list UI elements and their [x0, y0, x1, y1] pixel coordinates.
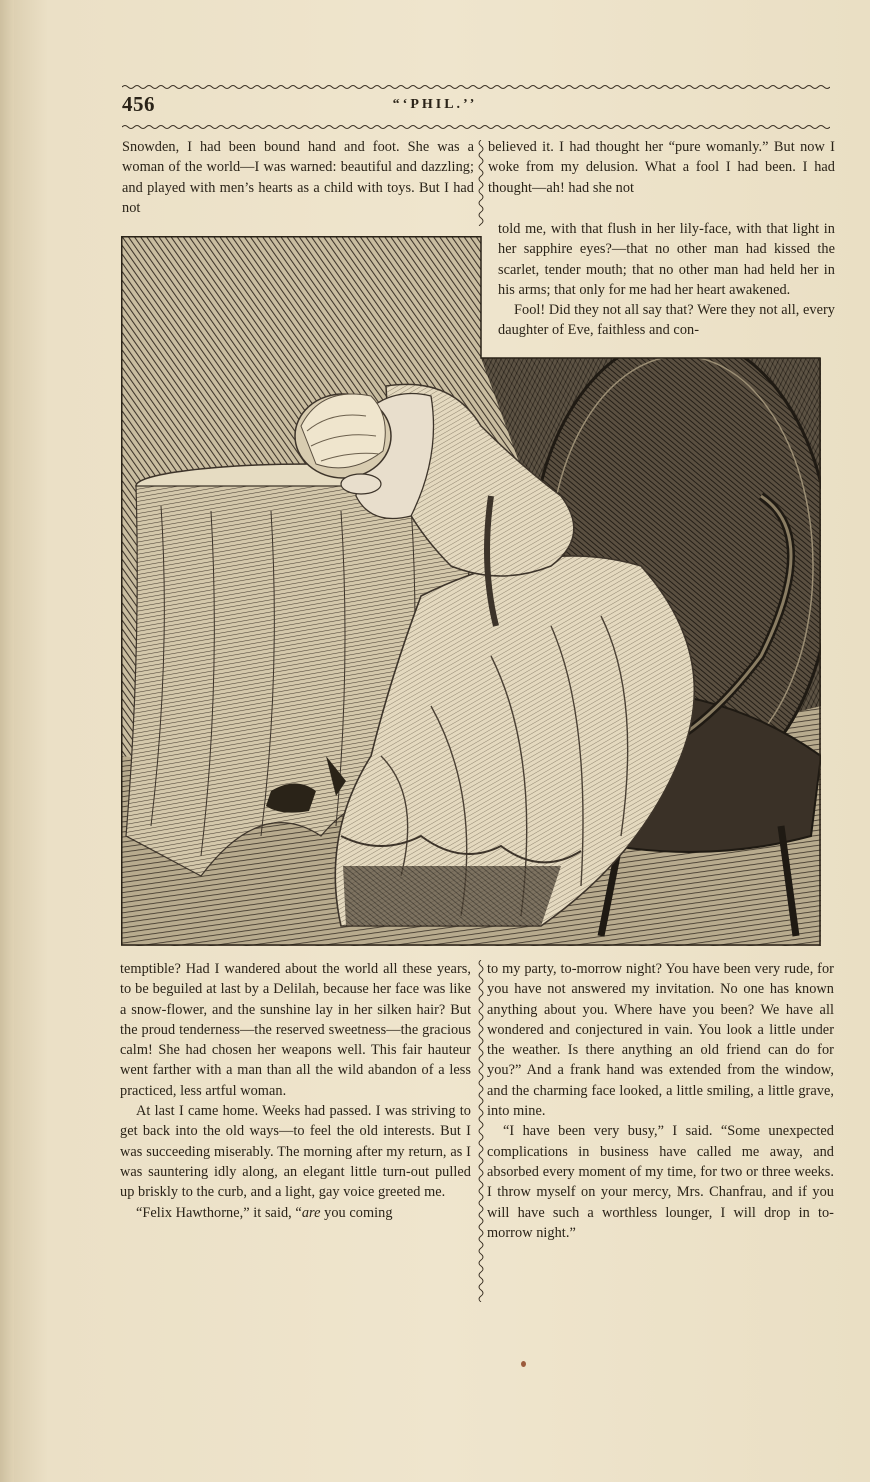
- paragraph-text: you coming: [320, 1204, 393, 1221]
- text-column-bottom-right: [487, 959, 834, 1243]
- paragraph: told me, with that flush in her lily-face, with that light in her sapphire eyes?—that no other man had kissed the scarlet, tender mouth; that no other man had held her in his arms; that only for me had her heart awakened.: [498, 221, 835, 298]
- paragraph: Snowden, I had been bound hand and foot. She was a woman of the world—I was warned: beautiful and dazzling; and played with men’s hearts as a child with toys. But I had not: [122, 139, 474, 216]
- page-edge: [0, 0, 14, 1482]
- column-divider: [477, 960, 485, 1302]
- page-number: 456: [122, 92, 155, 116]
- text-column-top-left: [122, 137, 474, 218]
- emphasis: are: [301, 1204, 321, 1221]
- text-column-bottom-left: [120, 959, 471, 1223]
- paragraph: [120, 1203, 471, 1223]
- text-column-top-right: [488, 137, 835, 218]
- paragraph: to my party, to-morrow night? You have been very rude, for you have not answered my invitation. No one has known anything about you. Where have you been? We have all wondered and conjectured in vain. You look a little under the weather. Is there anything an old friend can do for you?” And a frank hand was extended from the window, and the charming face looked, a little smiling, a little grave, into mine.: [487, 961, 834, 1120]
- header-top-rule: [122, 84, 830, 90]
- column-divider: [477, 140, 485, 226]
- running-title: “‘PHIL.’’: [392, 97, 478, 112]
- paragraph: believed it. I had thought her “pure womanly.” But now I woke from my delusion. What a fool I had been. I had thought—ah! had she not: [488, 139, 835, 196]
- paragraph: temptible? Had I wandered about the world all these years, to be beguiled at last by a Delilah, because her face was like a snow-flower, and the sunshine lay in her silken hair? But the proud tenderness—the reserved sweetness—the gracious calm! She had chosen her weapons well. This fair hauteur went farther with a man than all the wild abandon of a less practiced, less artful woman.: [120, 961, 471, 1099]
- paragraph: Fool! Did they not all say that? Were they not all, every daughter of Eve, faithless and con-: [498, 302, 835, 339]
- engraving-illustration: [121, 236, 821, 946]
- header-bottom-rule: [122, 124, 830, 130]
- paragraph: At last I came home. Weeks had passed. I was striving to get back into the old ways—to feel the old interests. But I was succeeding miserably. The morning after my return, as I was sauntering idly along, an elegant little turn-out pulled up briskly to the curb, and a light, gay voice greeted me.: [120, 1103, 471, 1201]
- ink-speck: [521, 1361, 526, 1367]
- paragraph-text: “Felix Hawthorne,” it said, “: [136, 1204, 302, 1221]
- paragraph: “I have been very busy,” I said. “Some unexpected complications in business have called me away, and absorbed every moment of my time, for two or three weeks. I throw myself on your mercy, Mrs. Chanfrau, and if you will have such a worthless lounger, I will drop in to-morrow night.”: [487, 1123, 834, 1241]
